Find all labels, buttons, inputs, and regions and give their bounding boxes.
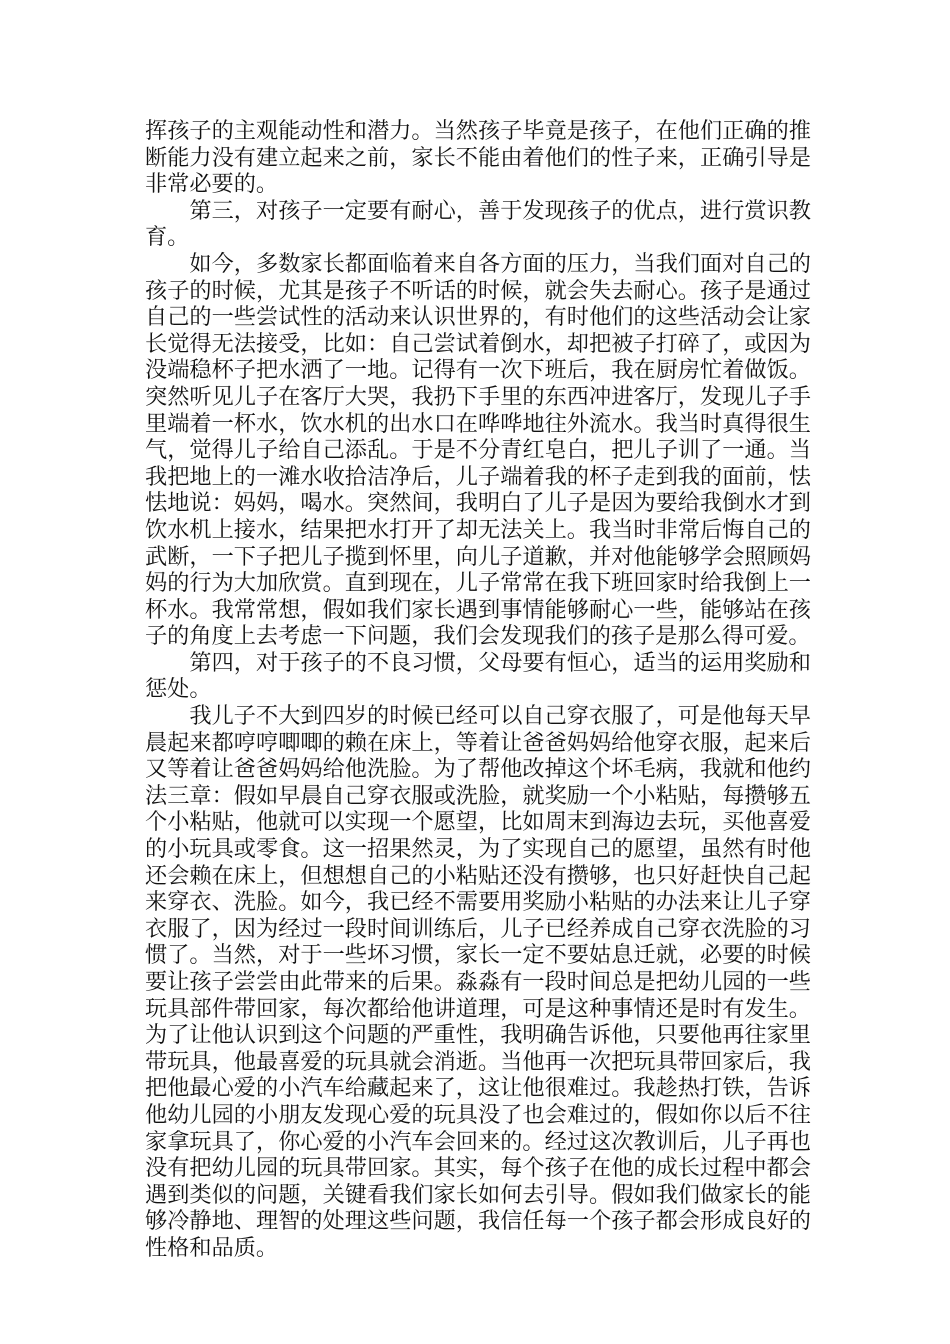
paragraph-habits-story: 我儿子不大到四岁的时候已经可以自己穿衣服了，可是他每天早晨起来都哼哼唧唧的赖在床上，等着让爸爸妈妈给他穿衣服，起来后又等着让爸爸妈妈给他洗脸。为了帮他改掉这个坏毛病，我就和他约法三章：假如早晨自己穿衣服或洗脸，就奖励一个小粘贴，每攒够五个小粘贴，他就可以实现一个愿望，比如周末到海边去玩，买他喜爱的小玩具或零食。这一招果然灵，为了实现自己的愿望，虽然有时他还会赖在床上，但想想自己的小粘贴还没有攒够，也只好赶快自己起来穿衣、洗脸。如今，我已经不需要用奖励小粘贴的办法来让儿子穿衣服了，因为经过一段时间训练后，儿子已经养成自己穿衣洗脸的习惯了。当然，对于一些坏习惯，家长一定不要姑息迁就，必要的时候要让孩子尝尝由此带来的后果。淼淼有一段时间总是把幼儿园的一些玩具部件带回家，每次都给他讲道理，可是这种事情还是时有发生。为了让他认识到这个问题的严重性，我明确告诉他，只要他再往家里带玩具，他最喜爱的玩具就会消逝。当他再一次把玩具带回家后，我把他最心爱的小汽车给藏起来了，这让他很难过。我趁热打铁，告诉他幼儿园的小朋友发现心爱的玩具没了也会难过的，假如你以后不往家拿玩具了，你心爱的小汽车会回来的。经过这次教训后，儿子再也没有把幼儿园的玩具带回家。其实，每个孩子在他的成长过程中都会遇到类似的问题，关键看我们家长如何去引导。假如我们做家长的能够冷静地、理智的处理这些问题，我信任每一个孩子都会形成良好的性格和品质。: [145, 703, 811, 1261]
paragraph-patience-story: 如今，多数家长都面临着来自各方面的压力，当我们面对自己的孩子的时候，尤其是孩子不听话的时候，就会失去耐心。孩子是通过自己的一些尝试性的活动来认识世界的，有时他们的这些活动会让家长觉得无法接受，比如：自己尝试着倒水，却把被子打碎了，或因为没端稳杯子把水洒了一地。记得有一次下班后，我在厨房忙着做饭。突然听见儿子在客厅大哭，我扔下手里的东西冲进客厅，发现儿子手里端着一杯水，饮水机的出水口在哗哗地往外流水。我当时真得很生气，觉得儿子给自己添乱。于是不分青红皂白，把儿子训了一通。当我把地上的一滩水收拾洁净后，儿子端着我的杯子走到我的面前，怯怯地说：妈妈，喝水。突然间，我明白了儿子是因为要给我倒水才到饮水机上接水，结果把水打开了却无法关上。我当时非常后悔自己的武断，一下子把儿子揽到怀里，向儿子道歉，并对他能够学会照顾妈妈的行为大加欣赏。直到现在，儿子常常在我下班回家时给我倒上一杯水。我常常想，假如我们家长遇到事情能够耐心一些，能够站在孩子的角度上去考虑一下问题，我们会发现我们的孩子是那么得可爱。: [145, 250, 811, 650]
paragraph-point-three: 第三，对孩子一定要有耐心，善于发现孩子的优点，进行赏识教育。: [145, 197, 811, 251]
paragraph-continuation: 挥孩子的主观能动性和潜力。当然孩子毕竟是孩子，在他们正确的推断能力没有建立起来之前，家长不能由着他们的性子来，正确引导是非常必要的。: [145, 118, 811, 198]
paragraph-point-four: 第四，对于孩子的不良习惯，父母要有恒心，适当的运用奖励和惩处。: [145, 649, 811, 703]
document-body: [145, 118, 811, 1262]
